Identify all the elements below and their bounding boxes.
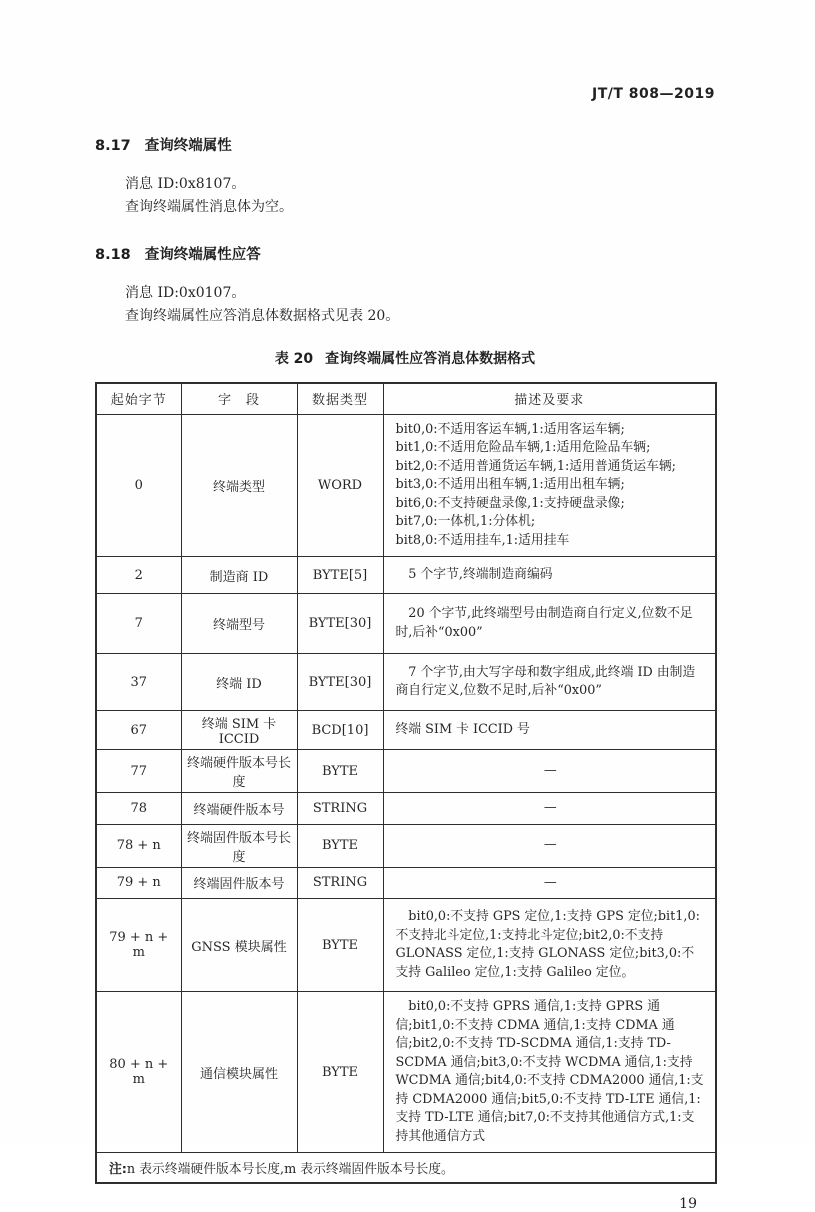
cell-description xyxy=(383,711,716,750)
description-paragraph: 终端 SIM 卡 ICCID 号 xyxy=(395,721,530,737)
cell-description: — xyxy=(383,750,716,793)
paragraph-message-id-8107: 消息 ID:0x8107。 xyxy=(125,176,246,192)
description-line: bit6,0:不支持硬盘录像,1:支持硬盘录像; xyxy=(395,495,625,511)
cell-start-byte: 80 + n + m xyxy=(96,992,181,1153)
note-label: 注: xyxy=(109,1162,127,1177)
cell-field: 终端固件版本号长度 xyxy=(181,824,297,867)
cell-description: — xyxy=(383,867,716,899)
description-line: bit1,0:不适用危险品车辆,1:适用危险品车辆; xyxy=(395,440,651,455)
cell-description: — xyxy=(383,793,716,825)
description-line: bit3,0:不适用出租车辆,1:适用出租车辆; xyxy=(395,477,625,492)
cell-data-type: STRING xyxy=(297,867,383,899)
description-paragraph: 5 个字节,终端制造商编码 xyxy=(408,566,553,582)
description-line: bit0,0:不适用客运车辆,1:适用客运车辆; xyxy=(395,421,625,437)
cell-field: 制造商 ID xyxy=(181,557,297,594)
cell-start-byte: 0 xyxy=(96,414,181,557)
header-field: 字 段 xyxy=(181,383,297,414)
header-data-type: 数据类型 xyxy=(297,383,383,414)
cell-data-type: BYTE[5] xyxy=(297,557,383,594)
cell-description xyxy=(383,899,716,992)
cell-description xyxy=(383,557,716,594)
table-header-row xyxy=(96,383,716,414)
description-paragraph: bit0,0:不支持 GPS 定位,1:支持 GPS 定位;bit1,0:不支持北斗定位,1:支持北斗定位;bit2,0:不支持 GLONASS 定位,1:支持 GLONASS 定位;bit3,0:不支持 Galileo 定位,1:支持 Galileo 定位。 xyxy=(395,909,700,980)
cell-data-type: BYTE xyxy=(297,750,383,793)
cell-start-byte: 78 + n xyxy=(96,824,181,867)
table-row xyxy=(96,793,716,825)
cell-field: 终端固件版本号 xyxy=(181,867,297,899)
table-row xyxy=(96,992,716,1153)
cell-description xyxy=(383,594,716,654)
cell-field: 终端硬件版本号长度 xyxy=(181,750,297,793)
section-heading-8-17 xyxy=(95,134,715,155)
cell-data-type: BYTE[30] xyxy=(297,594,383,654)
cell-field: 终端 SIM 卡 ICCID xyxy=(181,711,297,750)
table-row xyxy=(96,899,716,992)
cell-description: — xyxy=(383,824,716,867)
cell-field: 终端型号 xyxy=(181,594,297,654)
description-line: bit7,0:一体机,1:分体机; xyxy=(395,514,536,529)
description-line: bit2,0:不适用普通货运车辆,1:适用普通货运车辆; xyxy=(395,458,676,474)
table-note-row xyxy=(96,1153,716,1184)
table-caption xyxy=(95,348,715,368)
terminal-attribute-table xyxy=(95,382,717,1184)
cell-field: GNSS 模块属性 xyxy=(181,899,297,992)
cell-field: 终端类型 xyxy=(181,414,297,557)
section-heading-8-18 xyxy=(95,243,715,264)
description-line: bit8,0:不适用挂车,1:适用挂车 xyxy=(395,532,570,548)
note-text: n 表示终端硬件版本号长度,m 表示终端固件版本号长度。 xyxy=(126,1162,454,1177)
cell-data-type: BYTE xyxy=(297,992,383,1153)
cell-start-byte: 77 xyxy=(96,750,181,793)
cell-field: 终端 ID xyxy=(181,654,297,711)
cell-field: 终端硬件版本号 xyxy=(181,793,297,825)
cell-description xyxy=(383,992,716,1153)
cell-start-byte: 37 xyxy=(96,654,181,711)
table-caption-label: 表 20 xyxy=(274,351,314,367)
header-start-byte: 起始字节 xyxy=(96,383,181,414)
description-paragraph: bit0,0:不支持 GPRS 通信,1:支持 GPRS 通信;bit1,0:不支持 CDMA 通信,1:支持 CDMA 通信;bit2,0:不支持 TD-SCDMA 通信,1:支持 TD-SCDMA 通信;bit3,0:不支持 WCDMA 通信,1:支持 WCDMA 通信;bit4,0:不支持 CDMA2000 通信,1:支持 CDMA2000 通信;bit5,0:不支持 TD-LTE 通信,1:支持 TD-LTE 通信;bit7,0:不支持其他通信方式,1:支持其他通信方式 xyxy=(395,999,704,1144)
table-row xyxy=(96,414,716,557)
cell-field: 通信模块属性 xyxy=(181,992,297,1153)
table-note xyxy=(96,1153,716,1184)
table-row xyxy=(96,594,716,654)
standard-number-header: JT/T 808—2019 xyxy=(592,86,715,102)
paragraph-message-id-0107: 消息 ID:0x0107。 xyxy=(125,285,246,301)
cell-data-type: BCD[10] xyxy=(297,711,383,750)
cell-start-byte: 78 xyxy=(96,793,181,825)
cell-description xyxy=(383,414,716,557)
table-row xyxy=(96,557,716,594)
cell-data-type: BYTE xyxy=(297,899,383,992)
table-row xyxy=(96,711,716,750)
section-title: 查询终端属性应答 xyxy=(144,247,261,263)
cell-start-byte: 2 xyxy=(96,557,181,594)
table-row xyxy=(96,824,716,867)
section-number: 8.17 xyxy=(95,138,131,154)
cell-start-byte: 67 xyxy=(96,711,181,750)
cell-data-type: WORD xyxy=(297,414,383,557)
paragraph-see-table-20: 查询终端属性应答消息体数据格式见表 20。 xyxy=(125,308,400,324)
description-paragraph: 7 个字节,由大写字母和数字组成,此终端 ID 由制造商自行定义,位数不足时,后补“0x00” xyxy=(395,664,696,698)
cell-data-type: BYTE xyxy=(297,824,383,867)
section-title: 查询终端属性 xyxy=(144,138,232,154)
cell-start-byte: 7 xyxy=(96,594,181,654)
cell-start-byte: 79 + n + m xyxy=(96,899,181,992)
page-number: 19 xyxy=(679,1196,697,1212)
cell-description xyxy=(383,654,716,711)
table-row xyxy=(96,750,716,793)
paragraph-body-empty: 查询终端属性消息体为空。 xyxy=(125,199,293,215)
section-number: 8.18 xyxy=(95,247,131,263)
table-caption-text: 查询终端属性应答消息体数据格式 xyxy=(325,351,536,367)
table-row xyxy=(96,654,716,711)
cell-start-byte: 79 + n xyxy=(96,867,181,899)
table-row xyxy=(96,867,716,899)
description-paragraph: 20 个字节,此终端型号由制造商自行定义,位数不足时,后补“0x00” xyxy=(395,606,693,640)
header-description: 描述及要求 xyxy=(383,383,716,414)
cell-data-type: BYTE[30] xyxy=(297,654,383,711)
table-body xyxy=(96,414,716,1153)
cell-data-type: STRING xyxy=(297,793,383,825)
